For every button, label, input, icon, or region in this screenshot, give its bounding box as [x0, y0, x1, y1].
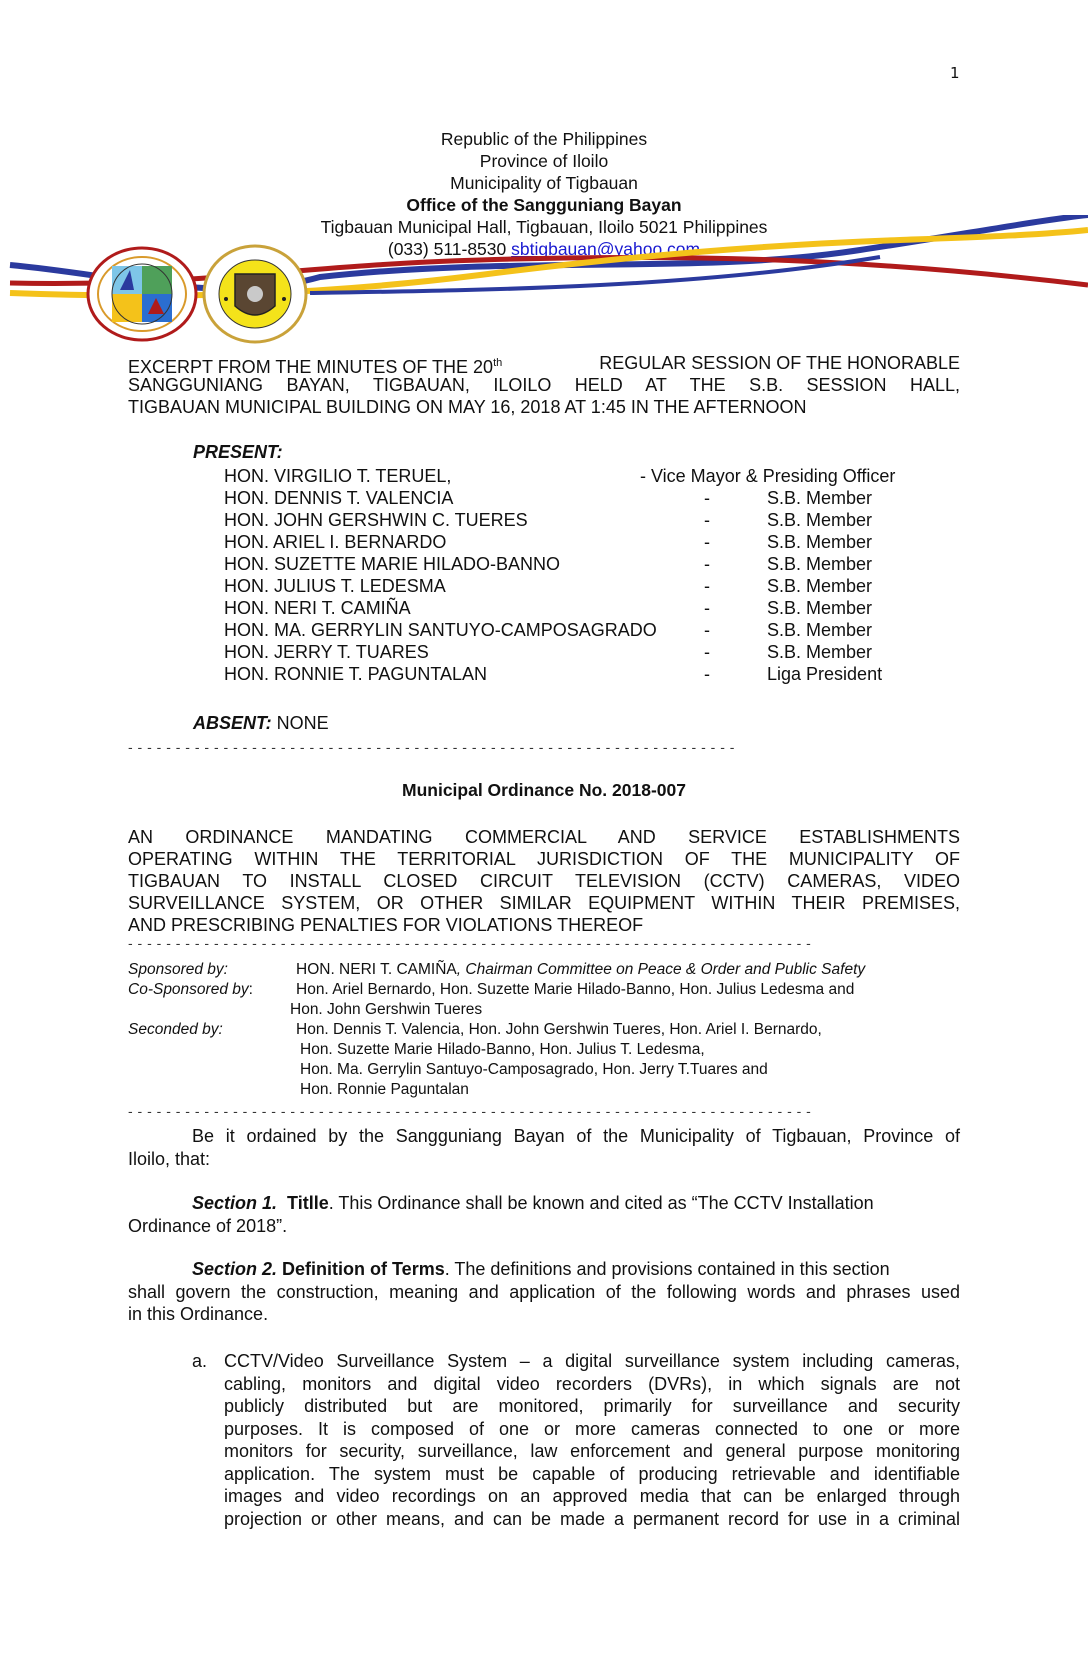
separator-line: - - - - - - - - - - - - - - - - - - - - - - - - - - - - - - - - - - - - - - - - - - - - - - - - - - - - - - - - - - - - - - - - - - - - - - - -: [128, 1103, 812, 1119]
cosponsored-value: Hon. John Gershwin Tueres: [290, 1001, 483, 1018]
member-role: S.B. Member: [767, 642, 873, 662]
seconded-row: [128, 1040, 968, 1060]
sponsored-row: [128, 960, 968, 980]
section-1-title: Titlle: [287, 1193, 329, 1213]
sangguniang-bayan-seal-icon: [202, 244, 308, 344]
excerpt-text: EXCERPT FROM THE MINUTES OF THE 20: [128, 357, 494, 377]
definition-line: cabling, monitors and digital video recorders (DVRs), in which signals are not: [224, 1373, 960, 1394]
member-role: S.B. Member: [767, 620, 873, 640]
seconded-label: Seconded by:: [128, 1021, 223, 1038]
sponsored-value: [296, 960, 865, 980]
seconded-value: Hon. Ronnie Paguntalan: [300, 1081, 469, 1098]
separator-line: - - - - - - - - - - - - - - - - - - - - - - - - - - - - - - - - - - - - - - - - - - - - - - - - - - - - - - - - - - - - - - - -: [128, 739, 735, 755]
section-2-line: [128, 1258, 960, 1281]
section-1-label: Section 1.: [192, 1193, 278, 1213]
definition-line: projection or other means, and can be made a permanent record for use in a criminal: [224, 1508, 960, 1529]
member-name: HON. JOHN GERSHWIN C. TUERES: [224, 510, 528, 530]
member-row: [224, 575, 944, 597]
attendance-roster: [224, 465, 944, 685]
seconded-row: [128, 1080, 968, 1100]
member-name: HON. DENNIS T. VALENCIA: [224, 488, 454, 508]
sponsor-title: , Chairman Committee on Peace & Order and Public Safety: [456, 961, 866, 978]
member-name: HON. JERRY T. TUARES: [224, 642, 429, 662]
definition-line: publicly distributed but are monitored, primarily for surveillance and security: [224, 1396, 960, 1416]
excerpt-line-1-part: [128, 352, 503, 377]
section-2: [128, 1258, 960, 1326]
page-number: 1: [950, 64, 960, 82]
member-row: [224, 465, 944, 487]
member-name: HON. SUZETTE MARIE HILADO-BANNO: [224, 554, 561, 574]
member-name: HON. NERI T. CAMIÑA: [224, 598, 411, 618]
letterhead-office: Office of the Sangguniang Bayan: [406, 195, 682, 215]
member-row: [224, 619, 944, 641]
member-dash: -: [704, 510, 710, 530]
member-name: HON. JULIUS T. LEDESMA: [224, 576, 446, 596]
session-excerpt: [128, 352, 960, 418]
member-role: Liga President: [767, 664, 883, 684]
member-dash: -: [704, 620, 710, 640]
cosponsored-label-text: Co-Sponsored by: [128, 981, 249, 998]
absent-line: [193, 713, 329, 734]
ordinal-suffix: th: [493, 357, 503, 369]
ordinance-heading-line: AND PRESCRIBING PENALTIES FOR VIOLATIONS THEREOF: [128, 915, 644, 935]
member-dash: -: [704, 554, 710, 574]
letterhead-province: Province of Iloilo: [479, 151, 609, 171]
member-role: S.B. Member: [767, 510, 873, 530]
cosponsored-value: Hon. Ariel Bernardo, Hon. Suzette Marie Hilado-Banno, Hon. Julius Ledesma and: [296, 981, 855, 998]
letterhead-municipality: Municipality of Tigbauan: [450, 173, 638, 193]
member-name: HON. MA. GERRYLIN SANTUYO-CAMPOSAGRADO: [224, 620, 657, 640]
section-1-line: Ordinance of 2018”.: [128, 1215, 288, 1236]
member-dash: -: [704, 598, 710, 618]
absent-value: NONE: [271, 713, 329, 733]
member-row: [224, 597, 944, 619]
member-role: S.B. Member: [767, 598, 873, 618]
seconded-value: Hon. Dennis T. Valencia, Hon. John Gershwin Tueres, Hon. Ariel I. Bernardo,: [296, 1021, 822, 1038]
sponsors-block: [128, 960, 968, 1100]
letterhead-phone: (033) 511-8530: [387, 239, 507, 259]
ordinance-heading-line: AN ORDINANCE MANDATING COMMERCIAL AND SERVICE ESTABLISHMENTS: [128, 827, 960, 847]
cosponsored-colon: :: [248, 981, 253, 998]
definition-text: [224, 1350, 960, 1530]
definition-line: CCTV/Video Surveillance System – a digital surveillance system including cameras,: [224, 1351, 960, 1371]
member-name: HON. VIRGILIO T. TERUEL,: [224, 466, 452, 486]
cosponsored-row: [128, 980, 968, 1000]
member-dash: -: [704, 642, 710, 662]
member-role: S.B. Member: [767, 532, 873, 552]
ordinance-heading-line: SURVEILLANCE SYSTEM, OR OTHER SIMILAR EQUIPMENT WITHIN THEIR PREMISES,: [128, 893, 960, 913]
ordinance-heading-line: OPERATING WITHIN THE TERRITORIAL JURISDICTION OF THE MUNICIPALITY OF: [128, 849, 960, 869]
seconded-row: [128, 1020, 968, 1040]
seconded-value: Hon. Ma. Gerrylin Santuyo-Camposagrado, Hon. Jerry T.Tuares and: [300, 1061, 768, 1078]
member-row: [224, 553, 944, 575]
section-2-text: . The definitions and provisions contained in this section: [444, 1259, 890, 1279]
section-1-text: . This Ordinance shall be known and cited as “The CCTV Installation: [328, 1193, 874, 1213]
present-label: PRESENT:: [193, 442, 283, 462]
seconded-value: Hon. Suzette Marie Hilado-Banno, Hon. Julius T. Ledesma,: [300, 1041, 705, 1058]
ordinance-heading-line: TIGBAUAN TO INSTALL CLOSED CIRCUIT TELEVISION (CCTV) CAMERAS, VIDEO: [128, 871, 960, 891]
ordinance-title: Municipal Ordinance No. 2018-007: [402, 780, 686, 800]
list-marker: a.: [192, 1351, 208, 1371]
excerpt-line-3: TIGBAUAN MUNICIPAL BUILDING ON MAY 16, 2018 AT 1:45 IN THE AFTERNOON: [128, 397, 807, 417]
seconded-row: [128, 1060, 968, 1080]
member-role: - Vice Mayor & Presiding Officer: [640, 466, 896, 486]
member-dash: -: [704, 532, 710, 552]
member-row: [224, 487, 944, 509]
section-1-line: [128, 1192, 960, 1215]
email-link[interactable]: sbtigbauan@yahoo.com: [511, 239, 701, 259]
cosponsored-row: [128, 1000, 968, 1020]
section-2-line: in this Ordinance.: [128, 1304, 269, 1324]
excerpt-text: REGULAR SESSION OF THE HONORABLE: [599, 353, 960, 373]
enacting-clause: [128, 1125, 960, 1170]
section-2-line: shall govern the construction, meaning and application of the following words and phrases used: [128, 1281, 960, 1302]
excerpt-line-2: SANGGUNIANG BAYAN, TIGBAUAN, ILOILO HELD AT THE S.B. SESSION HALL,: [128, 375, 960, 395]
section-2-title: Definition of Terms: [282, 1259, 445, 1279]
member-role: S.B. Member: [767, 554, 873, 574]
definition-line: application. The system must be capable of producing retrievable and identifiable: [224, 1463, 960, 1484]
absent-label: ABSENT:: [193, 713, 272, 733]
member-row: [224, 509, 944, 531]
definition-line: purposes. It is composed of one or more cameras connected to one or more: [224, 1418, 960, 1439]
separator-line: - - - - - - - - - - - - - - - - - - - - - - - - - - - - - - - - - - - - - - - - - - - - - - - - - - - - - - - - - - - - - - - - - - - - - - - -: [128, 935, 812, 951]
member-row: [224, 641, 944, 663]
member-name: HON. RONNIE T. PAGUNTALAN: [224, 664, 488, 684]
letterhead-address: Tigbauan Municipal Hall, Tigbauan, Iloilo 5021 Philippines: [320, 217, 768, 237]
municipality-seal-icon: [86, 246, 198, 342]
cosponsored-label: [128, 980, 253, 1000]
section-2-label: Section 2.: [192, 1259, 278, 1279]
member-dash: -: [704, 664, 710, 684]
enacting-line: Be it ordained by the Sangguniang Bayan of the Municipality of Tigbauan, Province of: [192, 1126, 960, 1146]
definition-line: images and video recordings on an approved media that can be enlarged through: [224, 1486, 960, 1506]
member-role: S.B. Member: [767, 488, 873, 508]
ordinance-heading: [128, 826, 960, 936]
sponsor-name: HON. NERI T. CAMIÑA: [296, 961, 457, 978]
sponsored-label: Sponsored by:: [128, 961, 228, 978]
letterhead-republic: Republic of the Philippines: [440, 129, 648, 149]
member-role: S.B. Member: [767, 576, 873, 596]
member-name: HON. ARIEL I. BERNARDO: [224, 532, 447, 552]
member-dash: -: [704, 576, 710, 596]
member-dash: -: [704, 488, 710, 508]
excerpt-line-1: [128, 352, 960, 377]
section-1: [128, 1192, 960, 1237]
enacting-line: Iloilo, that:: [128, 1148, 211, 1169]
definition-line: monitors for security, surveillance, law enforcement and general purpose monitoring: [224, 1441, 960, 1461]
member-row: [224, 531, 944, 553]
member-row: [224, 663, 944, 685]
